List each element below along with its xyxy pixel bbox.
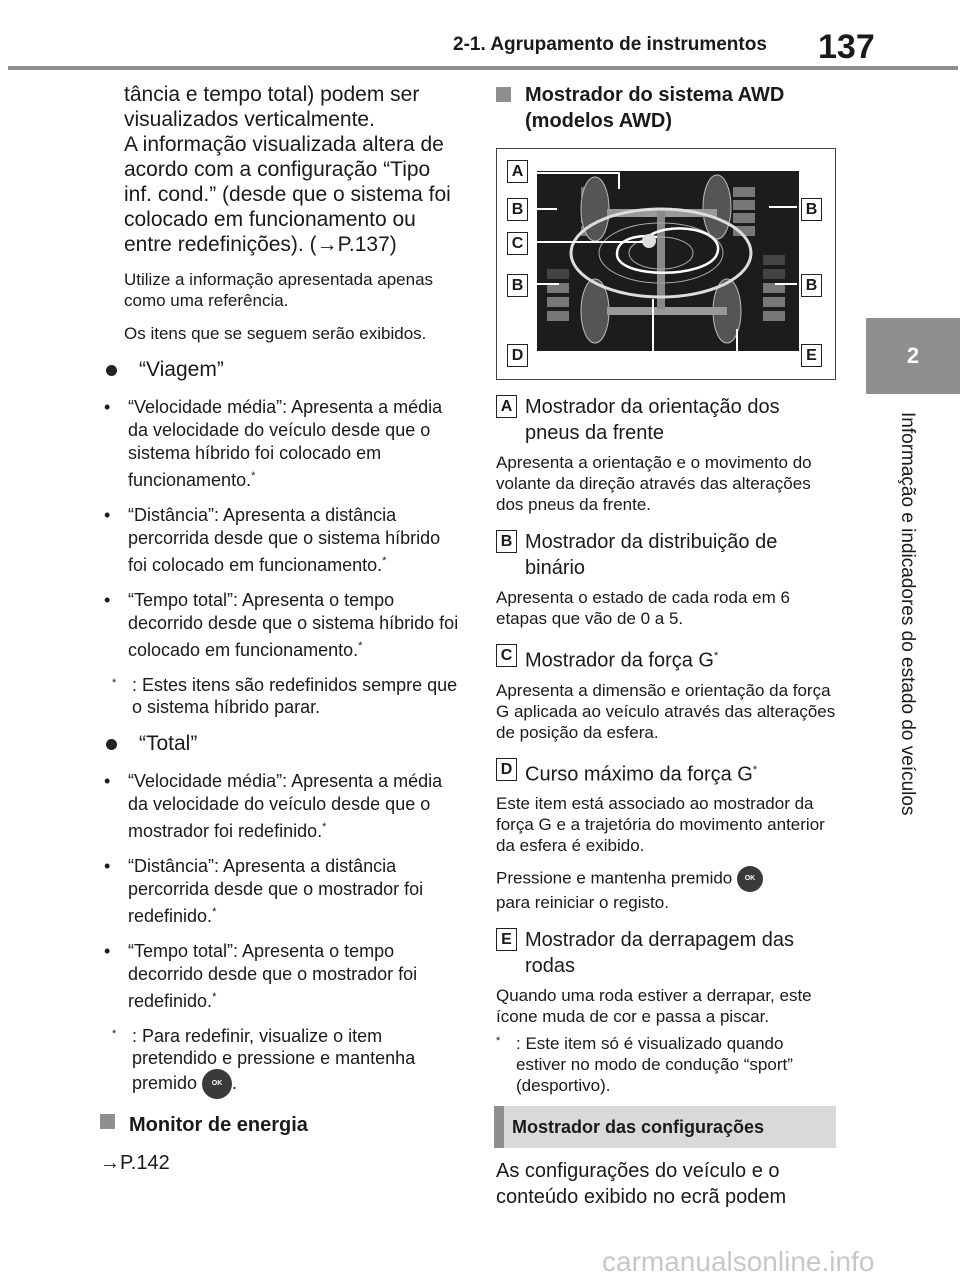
page-number: 137 [818,28,875,66]
item-b-desc: Apresenta o estado de cada roda em 6 etapas que vão de 0 a 5. [496,588,790,628]
left-column [100,82,460,1175]
awd-heading: Mostrador do sistema AWD (modelos AWD) [496,82,836,134]
list-item: • “Velocidade média”: Apresenta a média da velocidade do veículo desde que o mostrador foi redefinido.* [104,771,443,841]
label-b-box: B [496,530,517,553]
list-item: • “Distância”: Apresenta a distância percorrida desde que o mostrador foi redefinido.* [104,856,424,926]
bullet-icon [106,365,117,376]
header-rule [8,66,958,70]
list-item: • “Tempo total”: Apresenta o tempo decorrido desde que o sistema híbrido foi colocado em funcionamento.* [104,590,459,660]
item-a-desc: Apresenta a orientação e o movimento do volante da direção através das alterações dos pneus da frente. [496,453,812,514]
item-c-title: Mostrador da força G [525,649,714,672]
item-e-desc: Quando uma roda estiver a derrapar, este ícone muda de cor e passa a piscar. [496,986,812,1027]
chapter-sidebar [894,412,918,842]
awd-figure [496,148,836,380]
item-e-title: Mostrador da derrapagem das rodas [525,929,795,978]
ok-button-icon: OK [737,866,763,892]
label-d-box: D [496,758,517,781]
intro-paragraph-1: tância e tempo total) podem ser visualizados verticalmente. [124,83,420,131]
energia-heading: Monitor de energia [100,1113,460,1137]
figure-label-a: A [507,160,528,183]
energia-reference: →P.142 [100,1152,170,1174]
bullet-icon [106,739,117,750]
list-item: • “Distância”: Apresenta a distância percorrida desde que o sistema híbrido foi colocado em funcionamento.* [104,505,441,575]
watermark: carmanualsonline.info [602,1246,875,1277]
figure-label-b: B [507,198,528,221]
total-heading: “Total” [100,732,460,756]
intro-paragraph-3: Utilize a informação apresentada apenas como uma referência. [124,270,434,310]
item-b-title: Mostrador da distribuição de binário [525,531,778,579]
item-c-desc: Apresenta a dimensão e orientação da força G aplicada ao veículo através das alterações de posição da esfera. [496,680,836,742]
item-e [496,927,836,979]
figure-label-b: B [507,274,528,297]
footnote-total: * : Para redefinir, visualize o item pretendido e pressione e mantenha premido OK . [112,1025,460,1099]
press-instruction: Pressione e mantenha premido OK para reiniciar o registo. [496,866,836,913]
chapter-sidebar-text: Informação e indicadores do estado do veículos [897,412,918,816]
figure-label-b: B [801,274,822,297]
item-d-desc: Este item está associado ao mostrador da força G e a trajetória do movimento anterior da esfera é exibido. [496,794,825,856]
config-paragraph: As configurações do veículo e o conteúdo exibido no ecrã podem [496,1160,787,1208]
list-item: • “Tempo total”: Apresenta o tempo decorrido desde que o mostrador foi redefinido.* [104,941,418,1011]
label-c-box: C [496,644,517,667]
figure-label-b: B [801,198,822,221]
square-bullet-icon [496,87,511,102]
intro-paragraph-2: A informação visualizada altera de acordo com a configuração “Tipo inf. cond.” (desde que o sistema foi colocado em funcionamento ou entre redefinições). (→P.137) [124,133,451,256]
footnote-viagem: * : Estes itens são redefinidos sempre que o sistema híbrido parar. [112,675,458,717]
item-b [496,529,836,581]
figure-label-e: E [801,344,822,367]
item-a [496,394,836,446]
figure-label-d: D [507,344,528,367]
figure-label-c: C [507,232,528,255]
label-e-box: E [496,928,517,951]
item-c: C Mostrador da força G* [496,643,836,674]
list-item: • “Velocidade média”: Apresenta a média da velocidade do veículo desde que o sistema híbrido foi colocado em funcionamento.* [104,397,443,490]
footnote-e: * : Este item só é visualizado quando estiver no modo de condução “sport” (desportivo). [496,1034,793,1096]
item-d: D Curso máximo da força G* [496,757,836,788]
config-heading: Mostrador das configurações [494,1106,836,1148]
item-a-title: Mostrador da orientação dos pneus da frente [525,396,780,444]
intro-paragraph-4: Os itens que se seguem serão exibidos. [124,324,427,343]
viagem-heading: “Viagem” [100,358,460,382]
right-column [496,82,836,1110]
chapter-tab: 2 [866,318,960,394]
awd-display-illustration [497,149,834,378]
square-bullet-icon [100,1114,115,1129]
ok-button-icon: OK [202,1069,232,1099]
label-a-box: A [496,395,517,418]
page-header [0,0,960,70]
item-d-title: Curso máximo da força G [525,763,753,786]
section-title: 2-1. Agrupamento de instrumentos [453,34,767,55]
